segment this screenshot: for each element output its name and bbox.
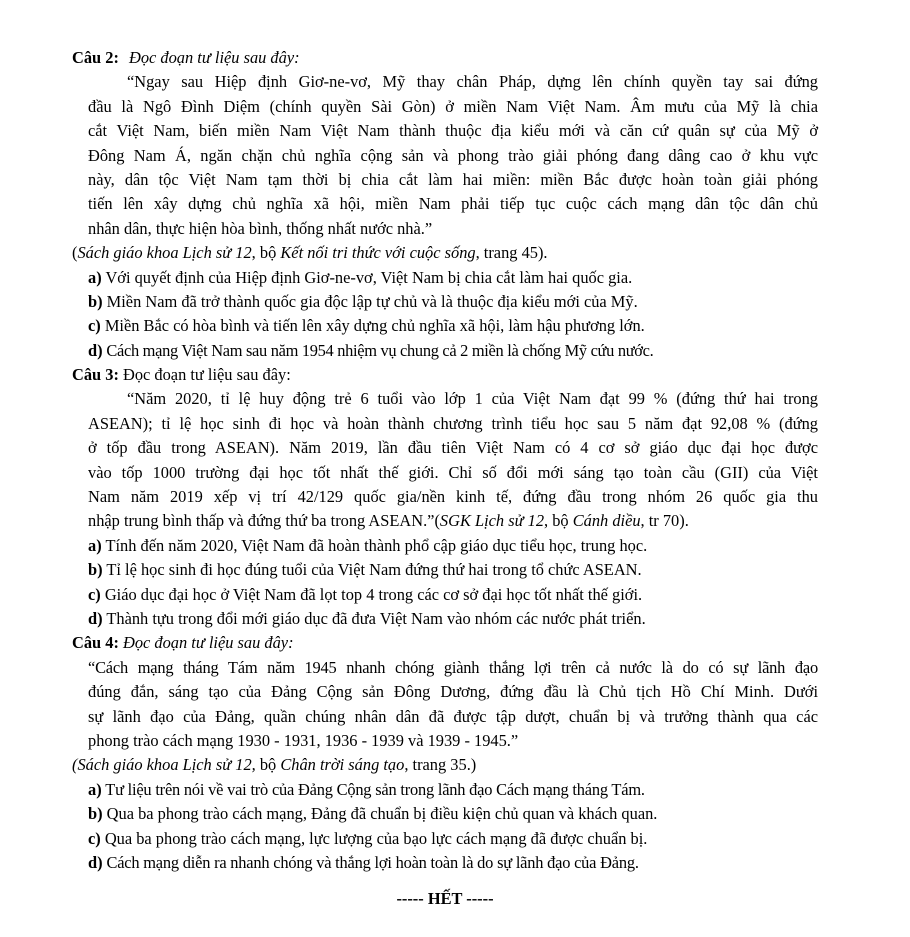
option-key: a) [88,535,102,555]
option-d [72,607,818,631]
passage-line: đầu là Ngô Đình Diệm (chính quyền Sài Gòn) ở miền Nam Việt Nam. Âm mưu của Mỹ là chia [88,96,818,116]
option-key: c) [88,316,101,336]
passage-line: sự lãnh đạo của Đảng, quần chúng nhân dân đã được tập dượt, chuẩn bị và trưởng thành qua các [88,706,818,726]
passage-line: “Cách mạng tháng Tám năm 1945 nhanh chóng giành thắng lợi trên cả nước là do có sự lãnh đạo [88,657,818,677]
citation-text: bộ [255,755,281,775]
option-b [72,802,818,826]
option-text: Tính đến năm 2020, Việt Nam đã hoàn thành phổ cập giáo dục tiểu học, trung học. [101,535,648,555]
passage-line: ASEAN); tỉ lệ học sinh đi học và hoàn thành chương trình tiểu học sau 5 năm đạt 92,08 % (đứng [88,413,818,433]
option-key: c) [88,828,101,848]
option-key: b) [88,560,103,580]
option-d [72,339,818,363]
question-4-heading [72,631,818,655]
option-text: Cách mạng diễn ra nhanh chóng và thắng lợi hoàn toàn là do sự lãnh đạo của Đảng. [102,852,639,872]
option-c [72,314,818,338]
passage-line: phong trào cách mạng 1930 - 1931, 1936 - 1939 và 1939 - 1945.” [88,730,519,750]
citation-series: Cánh diều [572,511,641,531]
passage-line: đúng đắn, sáng tạo của Đảng Cộng sản Đông Dương, đứng đầu là Chủ tịch Hồ Chí Minh. Dưới [88,682,818,702]
end-marker: ----- HẾT ----- [396,889,494,909]
option-key: a) [88,779,102,799]
question-intro: Đọc đoạn tư liệu sau đây: [118,365,291,385]
option-d [72,851,818,875]
option-key: d) [88,608,103,628]
option-text: Miền Bắc có hòa bình và tiến lên xây dựng chủ nghĩa xã hội, làm hậu phương lớn. [100,316,645,336]
citation-book: SGK Lịch sử 12 [439,511,545,531]
citation-text: , bộ [251,243,281,263]
option-key: d) [88,340,103,360]
citation-text: , trang 35.) [404,755,477,775]
question-label: Câu 2: [72,48,119,67]
passage-line: tiến lên xây dựng chủ nghĩa xã hội, miền Nam phải tiếp tục cuộc cách mạng dân tộc dân chủ [88,194,818,214]
passage-line: vào tốp 1000 trường đại học tốt nhất thế giới. Chỉ số đổi mới sáng tạo toàn cầu (GII) của Việt [88,462,818,482]
citation-book: Sách giáo khoa Lịch sử 12 [77,243,252,263]
option-text: Với quyết định của Hiệp định Giơ-ne-vơ, Việt Nam bị chia cắt làm hai quốc gia. [101,267,633,287]
option-key: a) [88,267,102,287]
citation-text: , tr 70). [640,511,689,531]
passage-line: nhân dân, thực hiện hòa bình, thống nhất nước nhà.” [88,218,433,238]
citation-series: Chân trời sáng tạo [280,755,405,775]
option-c [72,583,818,607]
option-text: Tỉ lệ học sinh đi học đúng tuổi của Việt Nam đứng thứ hai trong tổ chức ASEAN. [102,560,642,580]
passage-line: Đông Nam Á, ngăn chặn chủ nghĩa cộng sản và phong trào giải phóng đang dâng cao ở khu vực [88,145,818,165]
source-citation [72,241,818,265]
citation-text: , bộ [544,511,573,531]
option-c [72,827,818,851]
option-a [72,534,818,558]
option-key: d) [88,852,103,872]
passage-line: “Ngay sau Hiệp định Giơ-ne-vơ, Mỹ thay chân Pháp, dựng lên chính quyền tay sai đứng [127,72,818,92]
question-intro: Đọc đoạn tư liệu sau đây: [118,633,294,653]
citation-series: Kết nối tri thức với cuộc sống [280,243,476,263]
exam-page [72,46,818,912]
option-text: Cách mạng Việt Nam sau năm 1954 nhiệm vụ chung cả 2 miền là chống Mỹ cứu nước. [102,340,654,360]
question-2-heading [72,46,818,70]
question-label: Câu 3: [72,365,119,385]
passage-line: “Năm 2020, tỉ lệ huy động trẻ 6 tuổi vào lớp 1 của Việt Nam đạt 99 % (đứng thứ hai trong [127,389,818,409]
passage-line: này, dân tộc Việt Nam tạm thời bị chia cắt làm hai miền: miền Bắc được hoàn toàn giải phóng [88,169,818,189]
citation-text: , trang 45). [475,243,548,263]
option-key: c) [88,584,101,604]
passage-line: ở tốp đầu trong ASEAN). Năm 2019, lần đầu tiên Việt Nam có 4 cơ sở giáo dục đại học được [88,438,818,458]
passage-text: nhập trung bình thấp và đứng thứ ba trong ASEAN.”( [88,511,440,531]
option-text: Qua ba phong trào cách mạng, Đảng đã chuẩn bị điều kiện chủ quan và khách quan. [102,804,658,824]
passage-line: cắt Việt Nam, biến miền Nam Việt Nam thành thuộc địa kiểu mới và căn cứ quân sự của Mỹ ở [88,121,818,141]
option-key: b) [88,291,103,311]
passage-line: Nam năm 2019 xếp vị trí 42/129 quốc gia/nền kinh tế, đứng đầu trong nhóm 26 quốc gia thu [88,487,818,507]
question-label: Câu 4: [72,633,119,653]
passage-line-with-citation [72,509,818,533]
source-citation [72,753,818,777]
option-text: Giáo dục đại học ở Việt Nam đã lọt top 4 trong các cơ sở đại học tốt nhất thế giới. [100,584,643,604]
option-text: Miền Nam đã trở thành quốc gia độc lập tự chủ và là thuộc địa kiểu mới của Mỹ. [102,291,638,311]
question-intro: Đọc đoạn tư liệu sau đây: [129,48,300,67]
option-key: b) [88,804,103,824]
citation-paren: ( [72,243,78,263]
option-a [72,266,818,290]
option-text: Qua ba phong trào cách mạng, lực lượng của bạo lực cách mạng đã được chuẩn bị. [100,828,648,848]
option-a [72,778,818,802]
citation-book: (Sách giáo khoa Lịch sử 12, [72,755,256,775]
question-3-heading [72,363,818,387]
option-b [72,290,818,314]
option-text: Tư liệu trên nói về vai trò của Đảng Cộng sản trong lãnh đạo Cách mạng tháng Tám. [101,779,645,799]
option-text: Thành tựu trong đổi mới giáo dục đã đưa Việt Nam vào nhóm các nước phát triển. [102,608,646,628]
option-b [72,558,818,582]
